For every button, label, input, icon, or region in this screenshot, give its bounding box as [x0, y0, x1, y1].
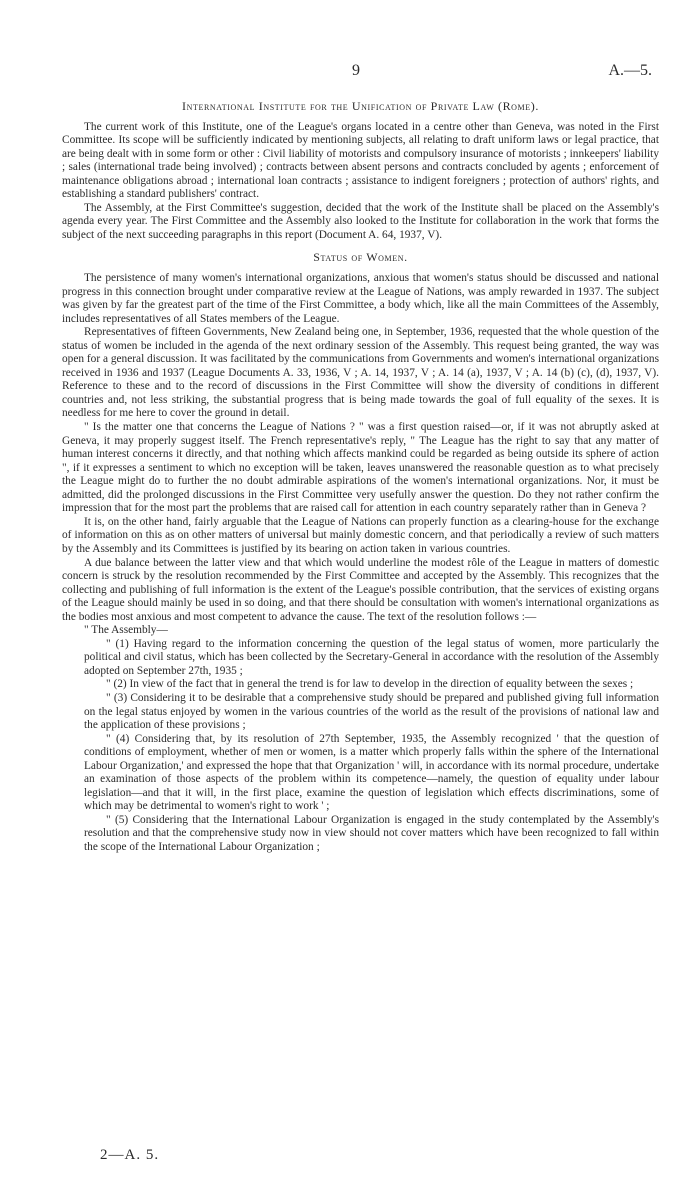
resolution-item: " (4) Considering that, by its resolution of 27th September, 1935, the Assembly recognized ' that the question of conditions of employment, whether of men or women, is a matter which properly falls within the sphere of the International Labour Organization,' and expressed the hope that that Organization ' will, in accordance with its normal procedure, undertake an examination of those aspects of the problem within its competence—namely, the question of equality under labour legislation—and that it will, in the first place, examine the question of legislation which effects discriminations, some of which may be detrimental to women's right to work ' ;: [84, 732, 659, 813]
paragraph: The current work of this Institute, one of the League's organs located in a centre other than Geneva, was noted in the First Committee. Its scope will be sufficiently indicated by mentioning subjects, all relating to draft uniform laws or legal practice, that are being dealt with in some form or other : Civil liability of motorists and compulsory insurance of motorists ; innkeepers' liability ; sales (international trade being involved) ; contracts between absent persons and contracts concluded by agents ; enforcement of maintenance obligations abroad ; international loan contracts ; assistance to indigent foreigners ; protection of authors' rights, and establishing a standard publishers' contract.: [62, 120, 659, 201]
printer-signature-mark: 2—A. 5.: [100, 1147, 160, 1163]
resolution-item: " (3) Considering it to be desirable that a comprehensive study should be prepared and published giving full information on the legal status enjoyed by women in the various countries of the world as the result of the provisions of national law and the application of these provisions ;: [84, 691, 659, 732]
resolution-item: " (1) Having regard to the information concerning the question of the legal status of women, more particularly the political and civil status, which has been collected by the Secretary-General in accordance with the resolution of the Assembly adopted on September 27th, 1935 ;: [84, 637, 659, 677]
paragraph: A due balance between the latter view and that which would underline the modest rôle of the League in matters of domestic concern is struck by the resolution recommended by the First Committee and accepted by the Assembly. This recognizes that the collecting and publishing of full information is the extent of the League's possible contribution, that the services of existing organs of the League should mainly be used in so doing, and that there should be consultation with women's international organizations as the bodies most anxious and most competent to advance the cause. The text of the resolution follows :—: [62, 556, 659, 623]
document-reference: A.—5.: [608, 62, 652, 79]
section-heading-status-of-women: Status of Women.: [313, 250, 408, 265]
paragraph: Representatives of fifteen Governments, New Zealand being one, in September, 1936, requested that the whole question of the status of women be included in the agenda of the next ordinary session of the Assembly. This request being granted, the way was open for a general discussion. It was facilitated by the communications from Governments and women's international organizations received in 1936 and 1937 (League Documents A. 33, 1936, V ; A. 14, 1937, V ; A. 14 (a), 1937, V ; A. 14 (b) (c), (d), 1937, V). Reference to these and to the record of discussions in the First Committee will show the diversity of conditions in different countries and, not less striking, the substantial progress that is being made towards the goal of full equality of the sexes. It is needless for me here to cover the ground in detail.: [62, 326, 659, 420]
paragraph: It is, on the other hand, fairly arguable that the League of Nations can properly function as a clearing-house for the exchange of information on this as on other matters of universal but mainly domestic concern, and that periodically a review of such matters by the Assembly and its Committees is justified by its bearing on action taken in various countries.: [62, 515, 659, 555]
section-heading-institute: International Institute for the Unification of Private Law (Rome).: [182, 99, 539, 113]
page-number: 9: [352, 62, 360, 79]
page-body: [62, 100, 659, 855]
resolution-preamble: " The Assembly—: [84, 624, 168, 637]
resolution-item: " (2) In view of the fact that in general the trend is for law to develop in the direction of equality between the sexes ;: [106, 678, 634, 691]
paragraph: The Assembly, at the First Committee's suggestion, decided that the work of the Institute shall be placed on the Assembly's agenda every year. The First Committee and the Assembly also looked to the Institute for collaboration in the work that forms the subject of the next succeeding paragraphs in this report (Document A. 64, 1937, V).: [62, 201, 659, 241]
paragraph: The persistence of many women's international organizations, anxious that women's status should be discussed and national progress in this connection brought under comparative review at the League of Nations, was amply rewarded in 1937. The subject was given by far the greatest part of the time of the First Committee, a body which, like all the main Committees of the Assembly, includes representatives of all States members of the League.: [62, 272, 659, 325]
resolution-item: " (5) Considering that the International Labour Organization is engaged in the study contemplated by the Assembly's resolution and that the comprehensive study now in view should not cover matters which have been recognized to fall within the scope of the International Labour Organization ;: [84, 813, 659, 853]
paragraph: " Is the matter one that concerns the League of Nations ? " was a first question raised—or, if it was not abruptly asked at Geneva, it may properly suggest itself. The French representative's reply, " The League has the right to say that any matter of human interest concerns it directly, and that nothing which affects mankind could be regarded as being outside its sphere of action ", if it expresses a sentiment to which no exception will be taken, leaves unanswered the reasonable question as to what precisely the League might do to further the no doubt admirable aspirations of the women's international organizations. Nor, it must be admitted, did the prolonged discussions in the First Committee very usefully answer the question. Do they not rather confirm the impression that for the most part the problems that are raised call for attention in each country separately rather than in Geneva ?: [62, 421, 659, 515]
